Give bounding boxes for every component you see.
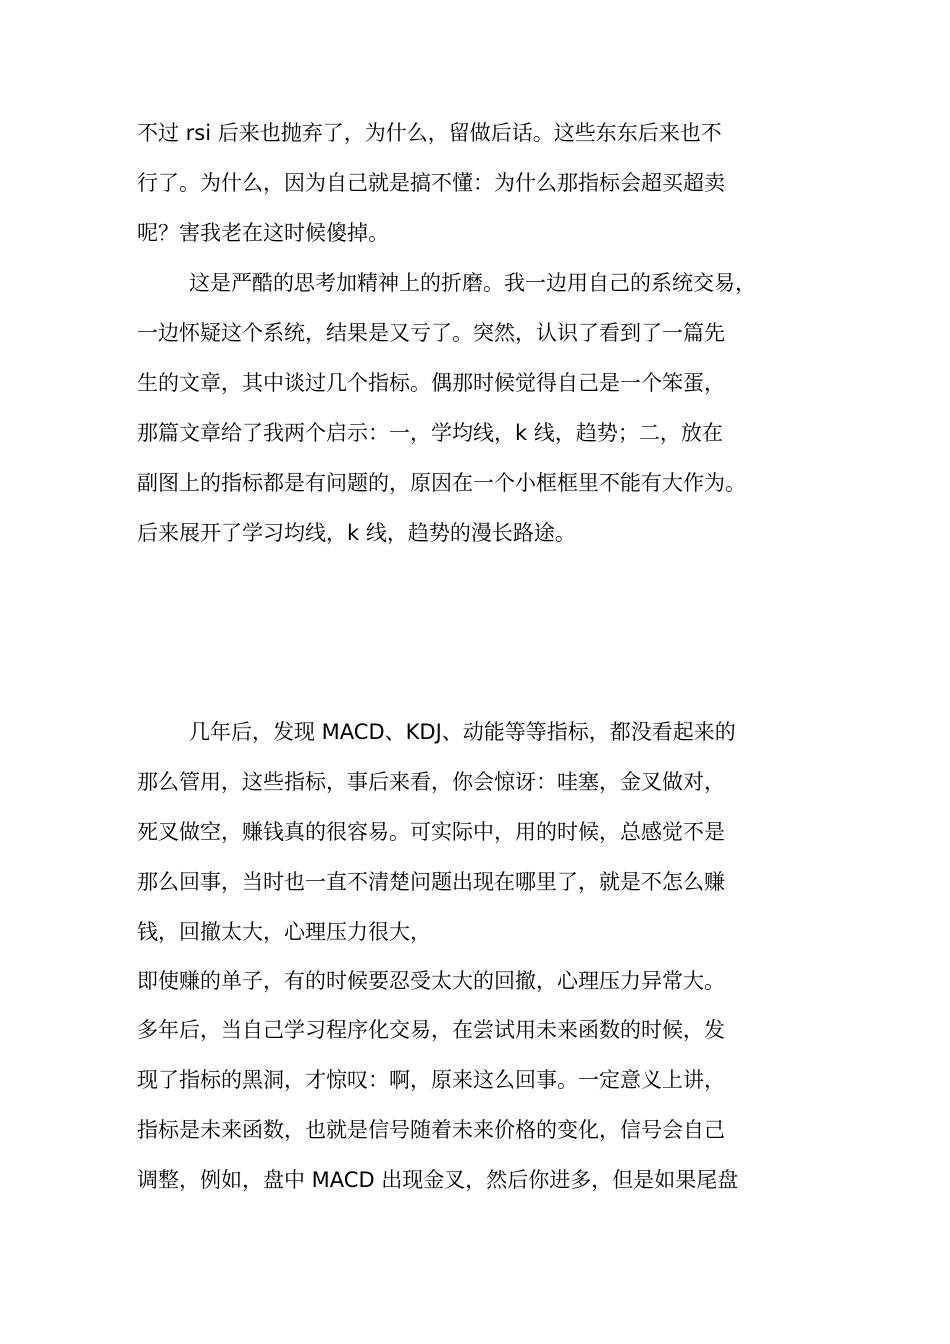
- paragraph-line: 那么回事，当时也一直不清楚问题出现在哪里了，就是不怎么赚: [137, 870, 725, 894]
- paragraph-line: 一边怀疑这个系统，结果是又亏了。突然，认识了看到了一篇先: [137, 321, 725, 345]
- paragraph-line: 生的文章，其中谈过几个指标。偶那时候觉得自己是一个笨蛋，: [137, 371, 725, 395]
- paragraph-line: 行了。为什么，因为自己就是搞不懂：为什么那指标会超买超卖: [137, 171, 725, 195]
- paragraph-line: 这是严酷的思考加精神上的折磨。我一边用自己的系统交易，: [189, 271, 756, 295]
- paragraph-line: 钱，回撤太大，心理压力很大，: [137, 920, 431, 944]
- paragraph-line: 多年后，当自己学习程序化交易，在尝试用未来函数的时候，发: [137, 1018, 725, 1042]
- paragraph-line: 几年后，发现 MACD、KDJ、动能等等指标，都没看起来的: [189, 720, 736, 744]
- paragraph-line: 那篇文章给了我两个启示：一，学均线，k 线，趋势；二，放在: [137, 421, 723, 445]
- paragraph-line: 那么管用，这些指标，事后来看，你会惊讶：哇塞，金叉做对，: [137, 770, 725, 794]
- paragraph-line: 呢？害我老在这时候傻掉。: [137, 221, 389, 245]
- paragraph-line: 副图上的指标都是有问题的，原因在一个小框框里不能有大作为。: [137, 471, 746, 495]
- paragraph-line: 死叉做空，赚钱真的很容易。可实际中，用的时候，总感觉不是: [137, 820, 725, 844]
- paragraph-line: 现了指标的黑洞，才惊叹：啊，原来这么回事。一定意义上讲，: [137, 1068, 725, 1092]
- paragraph-line: 指标是未来函数，也就是信号随着未来价格的变化，信号会自己: [137, 1118, 725, 1142]
- paragraph-line: 调整，例如，盘中 MACD 出现金叉，然后你进多，但是如果尾盘: [137, 1168, 739, 1192]
- paragraph-line: 后来展开了学习均线，k 线，趋势的漫长路途。: [137, 521, 576, 545]
- paragraph-line: 即使赚的单子，有的时候要忍受太大的回撤，心理压力异常大。: [137, 969, 725, 993]
- paragraph-line: 不过 rsi 后来也抛弃了，为什么，留做后话。这些东东后来也不: [137, 121, 722, 145]
